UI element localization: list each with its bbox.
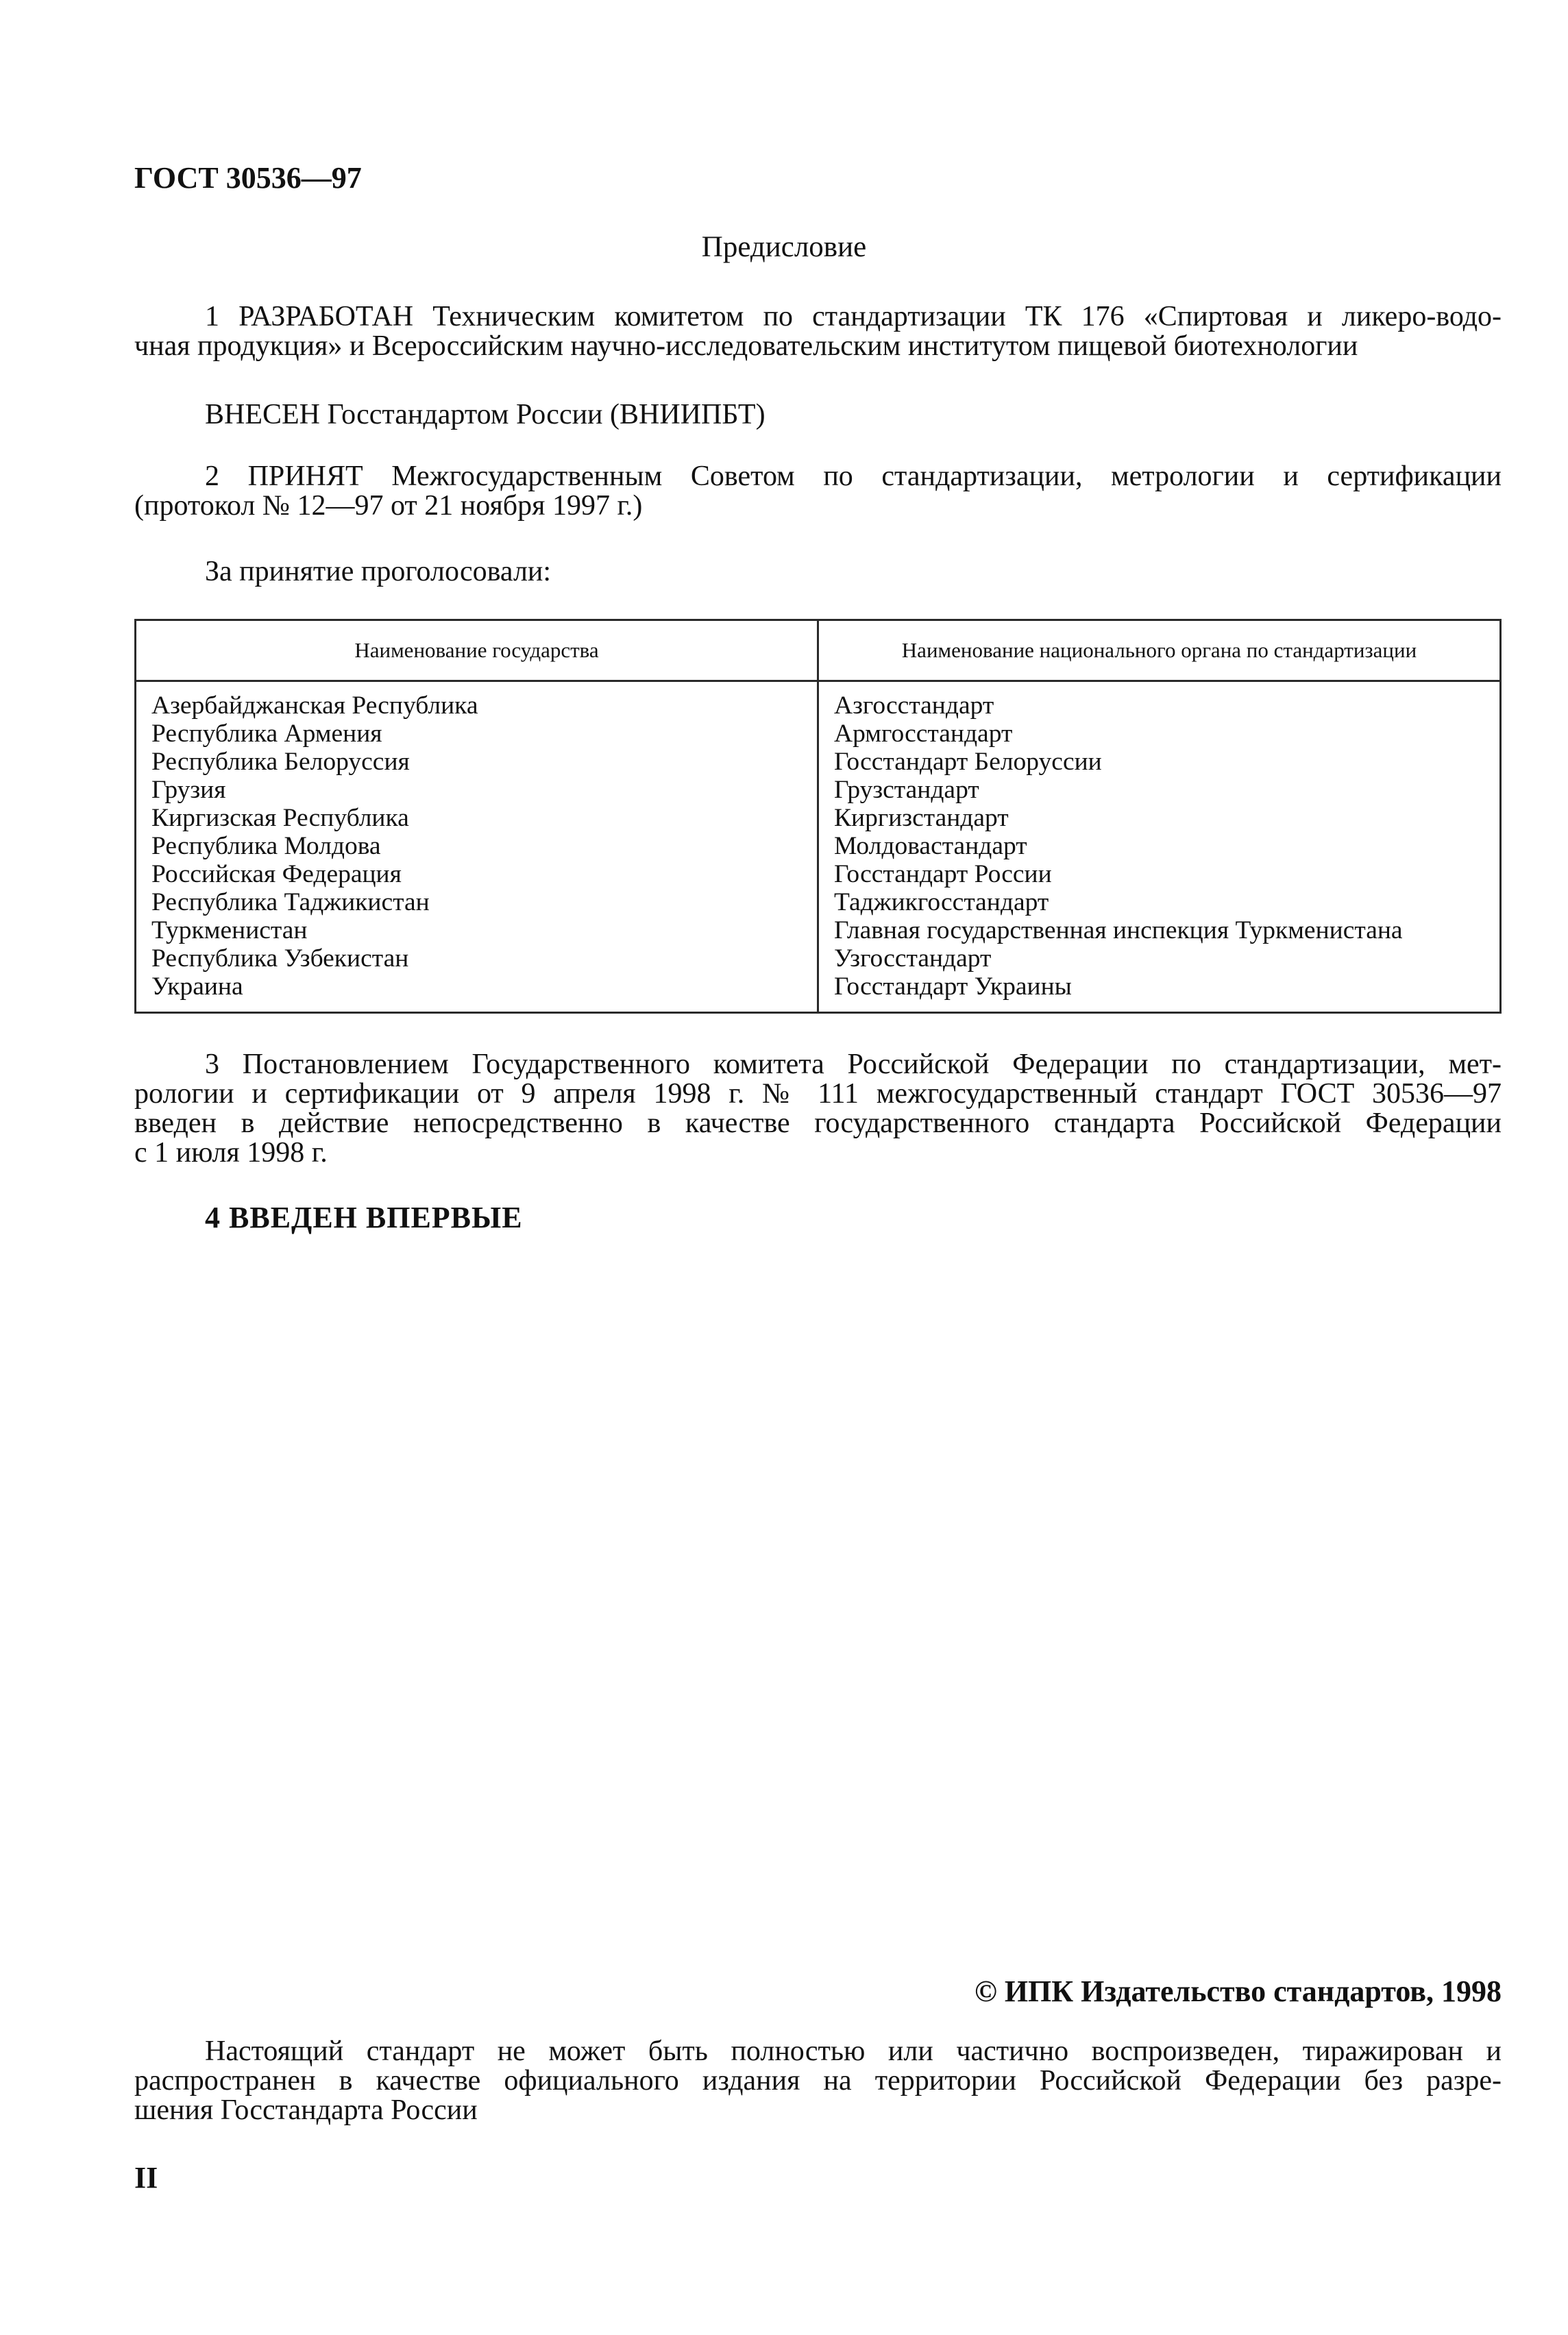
item-3-enactment [134, 1050, 1502, 1168]
standards-body-name: Госстандарт России [834, 860, 1052, 888]
standards-body-name: Киргизстандарт [834, 804, 1009, 832]
item-3-line: с 1 июля 1998 г. [134, 1137, 328, 1169]
standards-body-name: Главная государственная инспекция Туркменистана [834, 916, 1403, 944]
item-4-first-introduced: 4 ВВЕДЕН ВПЕРВЫЕ [205, 1201, 523, 1234]
introduced-by: ВНЕСЕН Госстандартом России (ВНИИПБТ) [205, 399, 765, 430]
state-name: Республика Молдова [151, 832, 381, 860]
standards-body-name: Таджикгосстандарт [834, 888, 1049, 916]
item-2-line-2: (протокол № 12—97 от 21 ноября 1997 г.) [134, 490, 643, 522]
voted-intro: За принятие проголосовали: [205, 556, 552, 587]
state-list-cell [136, 681, 818, 1013]
state-name: Республика Белоруссия [151, 748, 410, 776]
column-header-body: Наименование национального органа по стандартизации [818, 620, 1501, 681]
standards-body-name: Узгосстандарт [834, 944, 992, 973]
item-1-line-1: 1 РАЗРАБОТАН Техническим комитетом по стандартизации ТК 176 «Спиртовая и ликеро-водо- [205, 301, 1502, 332]
item-1-line-2: чная продукция» и Всероссийским научно-исследовательским институтом пищевой биотехнологии [134, 330, 1358, 362]
standards-body-name: Азгосстандарт [834, 692, 994, 720]
state-name: Российская Федерация [151, 860, 402, 888]
item-3-line: введен в действие непосредственно в качестве государственного стандарта Российской Федерации [134, 1108, 1502, 1139]
state-name: Киргизская Республика [151, 804, 409, 832]
table-body-row [136, 681, 1501, 1013]
standards-body-list-cell [818, 681, 1501, 1013]
column-header-state: Наименование государства [136, 620, 818, 681]
standards-body-name: Армгосстандарт [834, 720, 1013, 748]
state-name: Украина [151, 973, 243, 1001]
state-name: Туркменистан [151, 916, 308, 944]
state-name: Республика Таджикистан [151, 888, 430, 916]
item-3-line: 3 Постановлением Государственного комитета Российской Федерации по стандартизации, мет- [205, 1049, 1502, 1080]
standards-body-name: Госстандарт Белоруссии [834, 748, 1102, 776]
reproduction-notice [134, 2037, 1502, 2125]
page-number: II [134, 2161, 158, 2195]
notice-line: шения Госстандарта России [134, 2094, 478, 2126]
preface-title: Предисловие [701, 231, 867, 263]
state-name: Грузия [151, 776, 226, 804]
notice-line: Настоящий стандарт не может быть полностью или частично воспроизведен, тиражирован и [205, 2036, 1502, 2067]
copyright-notice: © ИПК Издательство стандартов, 1998 [974, 1975, 1502, 2008]
state-name: Азербайджанская Республика [151, 692, 478, 720]
standards-body-name: Молдовастандарт [834, 832, 1027, 860]
item-3-line: рологии и сертификации от 9 апреля 1998 г. № 111 межгосударственный стандарт ГОСТ 30536—97 [134, 1078, 1502, 1110]
notice-line: распространен в качестве официального издания на территории Российской Федерации без разре- [134, 2065, 1502, 2096]
voting-table [134, 619, 1502, 1014]
state-name: Республика Армения [151, 720, 382, 748]
item-2-line-1: 2 ПРИНЯТ Межгосударственным Советом по стандартизации, метрологии и сертификации [205, 461, 1502, 492]
standards-body-name: Грузстандарт [834, 776, 979, 804]
item-1-developed [134, 302, 1502, 361]
standard-code: ГОСТ 30536—97 [134, 161, 362, 195]
table-header-row [136, 620, 1501, 681]
standards-body-name: Госстандарт Украины [834, 973, 1072, 1001]
state-name: Республика Узбекистан [151, 944, 409, 973]
item-2-adopted [134, 462, 1502, 521]
